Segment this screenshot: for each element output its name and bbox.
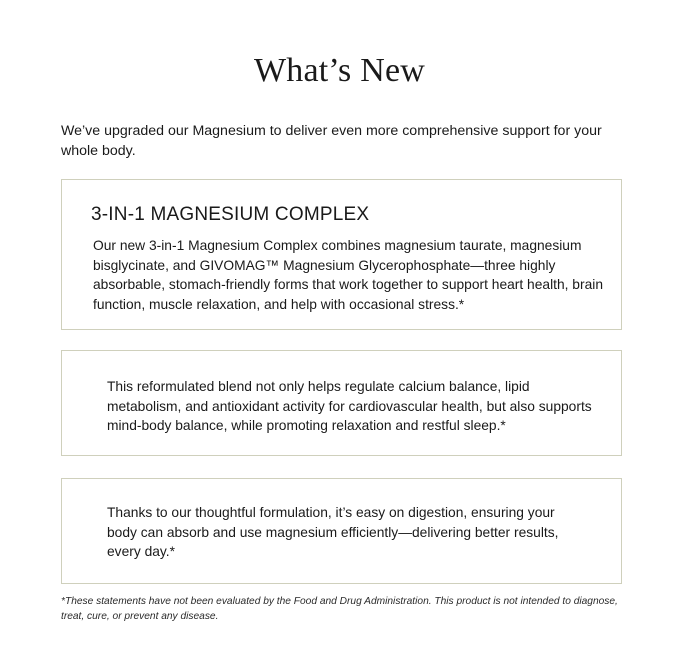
fda-disclaimer: *These statements have not been evaluated by the Food and Drug Administration. This product is not intended to diagnose, treat, cure, or prevent any disease. bbox=[61, 596, 618, 622]
feature-card-reformulated-blend bbox=[61, 350, 622, 456]
feature-card-digestion bbox=[61, 478, 622, 584]
card-body: Our new 3-in-1 Magnesium Complex combines magnesium taurate, magnesium bisglycinate, and GIVOMAG™ Magnesium Glycerophosphate—three highly absorbable, stomach-friendly forms that work together to support heart health, brain function, muscle relaxation, and help with occasional stress.* bbox=[93, 238, 603, 312]
card-body: Thanks to our thoughtful formulation, it’s easy on digestion, ensuring your body can absorb and use magnesium efficiently—delivering better results, every day.* bbox=[107, 505, 559, 559]
intro-text: We’ve upgraded our Magnesium to deliver even more comprehensive support for your whole body. bbox=[61, 123, 602, 159]
page-title: What’s New bbox=[253, 52, 425, 89]
card-body: This reformulated blend not only helps regulate calcium balance, lipid metabolism, and antioxidant activity for cardiovascular health, but also supports mind-body balance, while promoting relaxation and restful sleep.* bbox=[107, 379, 592, 433]
feature-card-magnesium-complex bbox=[61, 179, 622, 330]
card-heading: 3-IN-1 MAGNESIUM COMPLEX bbox=[91, 204, 370, 225]
